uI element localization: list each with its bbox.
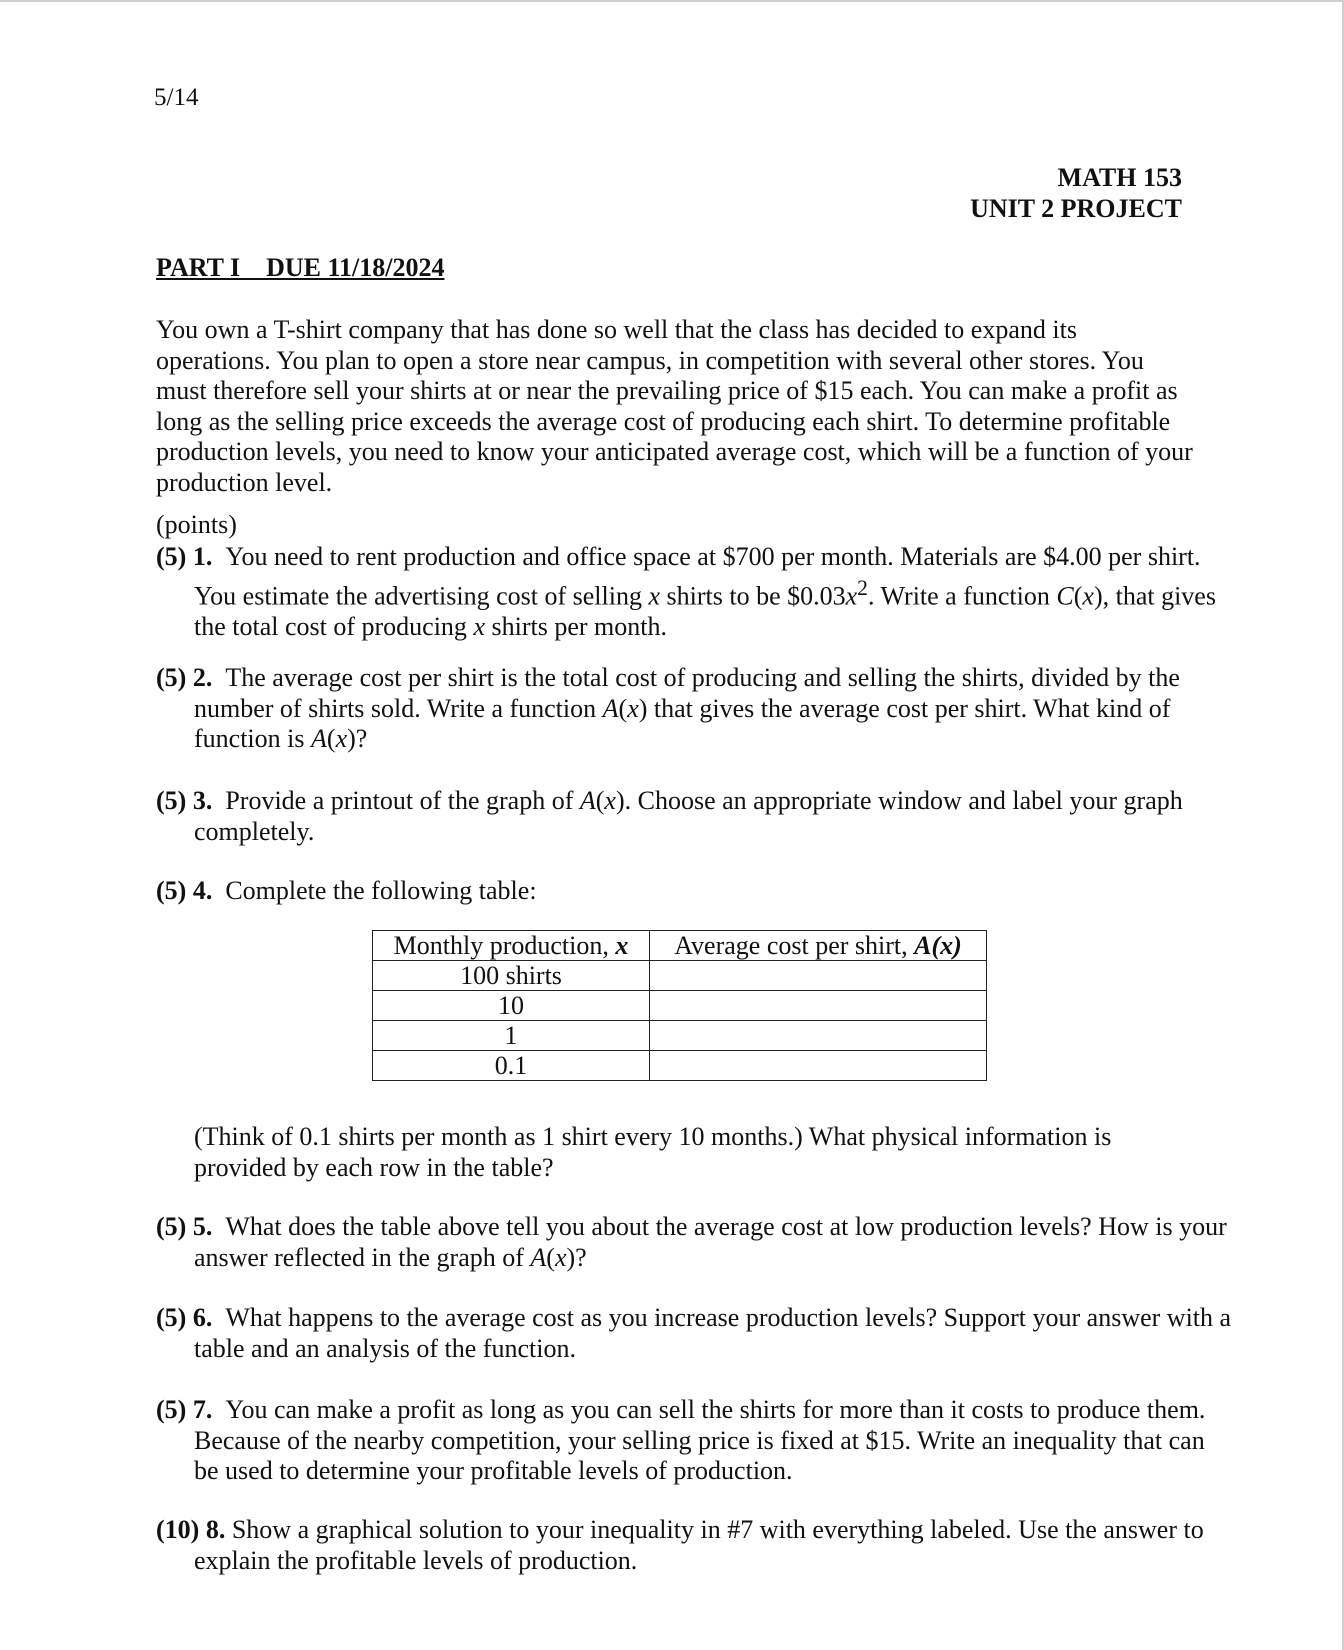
question-5 xyxy=(156,1212,1234,1273)
question-1 xyxy=(156,542,1234,642)
question-text: )? xyxy=(347,724,368,753)
points-label: (points) xyxy=(156,510,237,539)
header-text: Monthly production, xyxy=(393,930,616,960)
math-variable: x xyxy=(615,930,629,960)
question-text: You need to rent production and office space at $700 per month. Materials are $4.00 per shirt. You estimate the advertising cost of selling xyxy=(194,542,1201,611)
math-variable: x xyxy=(627,693,639,723)
question-label: (5) 6. xyxy=(156,1303,213,1332)
question-text: shirts to be $0.03 xyxy=(660,581,846,611)
question-text: shirts per month. xyxy=(484,611,667,641)
table-header-row xyxy=(373,931,987,961)
math-variable: A xyxy=(602,693,619,723)
production-table-wrapper xyxy=(372,930,987,1081)
avg-cost-cell[interactable] xyxy=(650,991,987,1021)
question-text: ( xyxy=(1073,581,1083,611)
production-cell: 10 xyxy=(373,991,650,1021)
question-text: . Write a function xyxy=(868,581,1057,611)
production-cell: 1 xyxy=(373,1021,650,1051)
question-6 xyxy=(156,1303,1234,1364)
part-heading: PART I DUE 11/18/2024 xyxy=(156,253,445,282)
table-row xyxy=(373,991,987,1021)
question-text: ( xyxy=(326,724,336,753)
math-variable: x xyxy=(1082,581,1094,611)
question-text: ), that gives the total cost of producing xyxy=(194,581,1216,641)
math-variable: A xyxy=(311,724,327,753)
math-variable: x xyxy=(473,611,485,641)
question-label: (5) 7. xyxy=(156,1395,213,1424)
table-row xyxy=(373,961,987,991)
project-title: UNIT 2 PROJECT xyxy=(970,194,1182,223)
question-label: (5) 1. xyxy=(156,542,213,571)
math-variable: x xyxy=(554,1242,567,1272)
table-header-production xyxy=(373,931,650,961)
intro-paragraph: You own a T-shirt company that has done so well that the class has decided to expand its operations. You plan to open a store near campus, in competition with several other stores. You must therefore sell your shirts at or near the prevailing price of $15 each. You can make a profit as long as the selling price exceeds the average cost of producing each shirt. To determine profitable production levels, you need to know your anticipated average cost, which will be a function of your production level. xyxy=(156,315,1193,497)
question-text: ( xyxy=(618,693,628,723)
question-label: (10) 8. xyxy=(156,1515,226,1544)
question-label: (5) 5. xyxy=(156,1212,213,1241)
math-variable: A xyxy=(579,786,596,815)
question-text: )? xyxy=(566,1242,587,1272)
question-4 xyxy=(156,876,1234,907)
question-text: ). Choose an appropriate window and label your graph completely. xyxy=(194,786,1183,846)
avg-cost-cell[interactable] xyxy=(650,961,987,991)
question-text: You can make a profit as long as you can sell the shirts for more than it costs to produce them. Because of the nearby competition, your selling price is fixed at $15. Write an inequality that can be used to determine your profitable levels of production. xyxy=(194,1395,1206,1485)
question-label: (5) 2. xyxy=(156,663,213,692)
question-2 xyxy=(156,663,1234,755)
table-row xyxy=(373,1051,987,1081)
course-header xyxy=(970,162,1182,224)
table-header-avg-cost xyxy=(650,931,987,961)
avg-cost-cell[interactable] xyxy=(650,1021,987,1051)
production-cell: 100 shirts xyxy=(373,961,650,991)
table-row xyxy=(373,1021,987,1051)
question-7 xyxy=(156,1395,1234,1487)
math-variable: x xyxy=(604,786,616,815)
question-text: ( xyxy=(546,1242,555,1272)
math-variable: x xyxy=(648,581,661,611)
question-text: The average cost per shirt is the total cost of producing and selling the shirts, divided by the number of shirts sold. Write a function xyxy=(194,663,1180,723)
math-variable: x xyxy=(335,724,348,753)
math-variable: A(x) xyxy=(914,930,962,960)
production-cost-table xyxy=(372,930,987,1081)
question-label: (5) 4. xyxy=(156,876,213,905)
table-note: (Think of 0.1 shirts per month as 1 shirt every 10 months.) What physical information is provided by each row in the table? xyxy=(194,1122,1112,1182)
math-variable: A xyxy=(530,1242,547,1272)
question-text: ( xyxy=(595,786,605,815)
question-text: Complete the following table: xyxy=(225,876,537,905)
course-title: MATH 153 xyxy=(1057,163,1182,192)
question-3 xyxy=(156,786,1234,847)
question-text: What does the table above tell you about the average cost at low production levels? How is your answer reflected in the graph of xyxy=(194,1212,1227,1272)
question-label: (5) 3. xyxy=(156,786,213,815)
question-text: ) that gives the average cost per shirt. What kind of function is xyxy=(194,693,1171,753)
production-cell: 0.1 xyxy=(373,1051,650,1081)
avg-cost-cell[interactable] xyxy=(650,1051,987,1081)
question-text: Show a graphical solution to your inequality in #7 with everything labeled. Use the answer to explain the profitable levels of production. xyxy=(194,1515,1204,1575)
question-text: Provide a printout of the graph of xyxy=(225,786,580,815)
math-variable: C xyxy=(1056,581,1074,611)
math-variable: x xyxy=(845,581,858,611)
question-8 xyxy=(156,1515,1234,1576)
date-stamp: 5/14 xyxy=(154,84,199,111)
question-text: What happens to the average cost as you increase production levels? Support your answer with a table and an analysis of the function. xyxy=(194,1303,1232,1363)
header-text: Average cost per shirt, xyxy=(674,930,915,960)
math-exponent: 2 xyxy=(857,575,868,600)
